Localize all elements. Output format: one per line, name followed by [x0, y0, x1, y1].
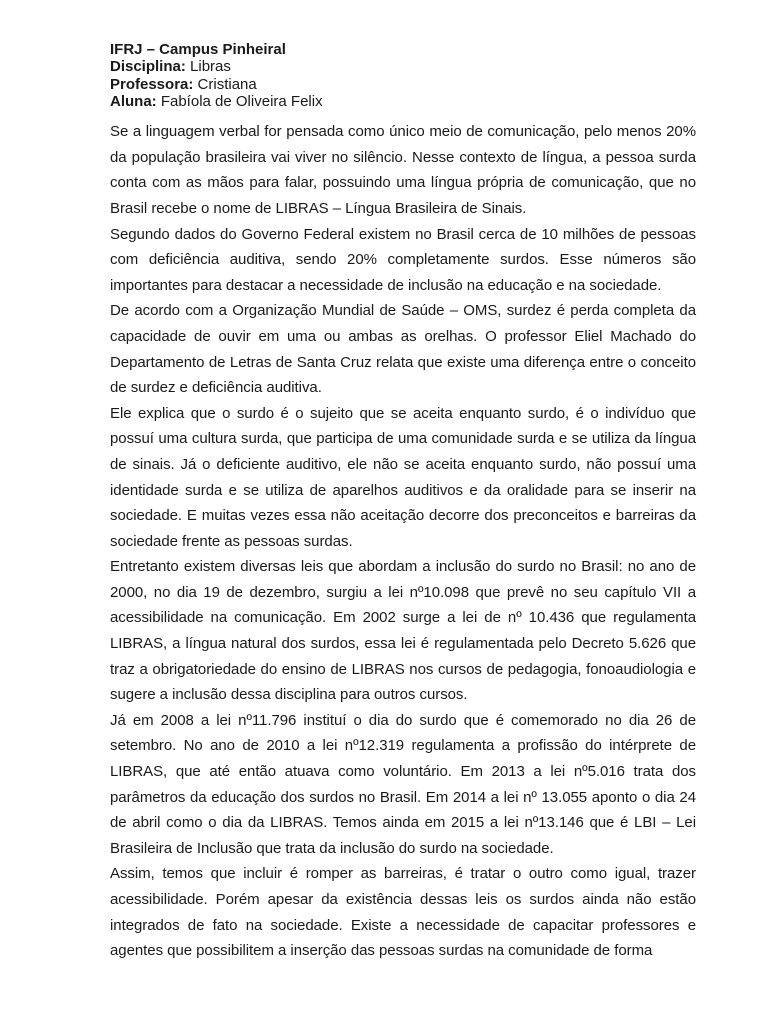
paragraph: Assim, temos que incluir é romper as barreiras, é tratar o outro como igual, trazer acessibilidade. Porém apesar da existência dessas leis os surdos ainda não estão integrados de fato na sociedade. Existe a necessidade de capacitar professores e agentes que possibilitem a inserção das pessoas surdas na comunidade de forma [110, 865, 696, 960]
document-page [110, 41, 696, 964]
teacher-value: Cristiana [193, 75, 257, 93]
institution-name: IFRJ – Campus Pinheiral [110, 41, 286, 58]
paragraph: Ele explica que o surdo é o sujeito que se aceita enquanto surdo, é o indivíduo que possuí uma cultura surda, que participa de uma comunidade surda e se utiliza da língua de sinais. Já o deficiente auditivo, ele não se aceita enquanto surdo, não possuí uma identidade surda e se utiliza de aparelhos auditivos e da oralidade para se inserir na sociedade. E muitas vezes essa não aceitação decorre dos preconceitos e barreiras da sociedade frente as pessoas surdas. [110, 404, 696, 550]
discipline-value: Libras [185, 58, 231, 76]
discipline-line [110, 58, 696, 75]
student-label: Aluna: [110, 92, 157, 110]
paragraph: De acordo com a Organização Mundial de Saúde – OMS, surdez é perda completa da capacidade de ouvir em uma ou ambas as orelhas. O professor Eliel Machado do Departamento de Letras de Santa Cruz relata que existe uma diferença entre o conceito de surdez e deficiência auditiva. [110, 302, 696, 397]
paragraph: Já em 2008 a lei nº11.796 instituí o dia do surdo que é comemorado no dia 26 de setembro. No ano de 2010 a lei nº12.319 regulamenta a profissão do intérprete de LIBRAS, que até então atuava como voluntário. Em 2013 a lei nº5.016 trata dos parâmetros da educação dos surdos no Brasil. Em 2014 a lei nº 13.055 aponto o dia 24 de abril como o dia da LIBRAS. Temos ainda em 2015 a lei nº13.146 que é LBI – Lei Brasileira de Inclusão que trata da inclusão do surdo na sociedade. [110, 711, 696, 857]
paragraph: Se a linguagem verbal for pensada como único meio de comunicação, pelo menos 20% da população brasileira vai viver no silêncio. Nesse contexto de língua, a pessoa surda conta com as mãos para falar, possuindo uma língua própria de comunicação, que no Brasil recebe o nome de LIBRAS – Língua Brasileira de Sinais. [110, 123, 696, 217]
student-value: Fabíola de Oliveira Felix [156, 92, 323, 110]
paragraph: Entretanto existem diversas leis que abordam a inclusão do surdo no Brasil: no ano de 2000, no dia 19 de dezembro, surgiu a lei nº10.098 que prevê no seu capítulo VII a acessibilidade na comunicação. Em 2002 surge a lei de nº 10.436 que regulamenta LIBRAS, a língua natural dos surdos, essa lei é regulamentada pelo Decreto 5.626 que traz a obrigatoriedade do ensino de LIBRAS nos cursos de pedagogia, fonoaudiologia e sugere a inclusão dessa disciplina para outros cursos. [110, 558, 696, 704]
paragraph: Segundo dados do Governo Federal existem no Brasil cerca de 10 milhões de pessoas com deficiência auditiva, sendo 20% completamente surdos. Esse números são importantes para destacar a necessidade de inclusão na educação e na sociedade. [110, 225, 696, 294]
student-line [110, 93, 696, 110]
document-header [110, 41, 696, 110]
document-body [110, 119, 696, 964]
teacher-label: Professora: [110, 75, 194, 93]
discipline-label: Disciplina: [110, 58, 186, 76]
institution-line [110, 41, 696, 58]
teacher-line [110, 76, 696, 93]
